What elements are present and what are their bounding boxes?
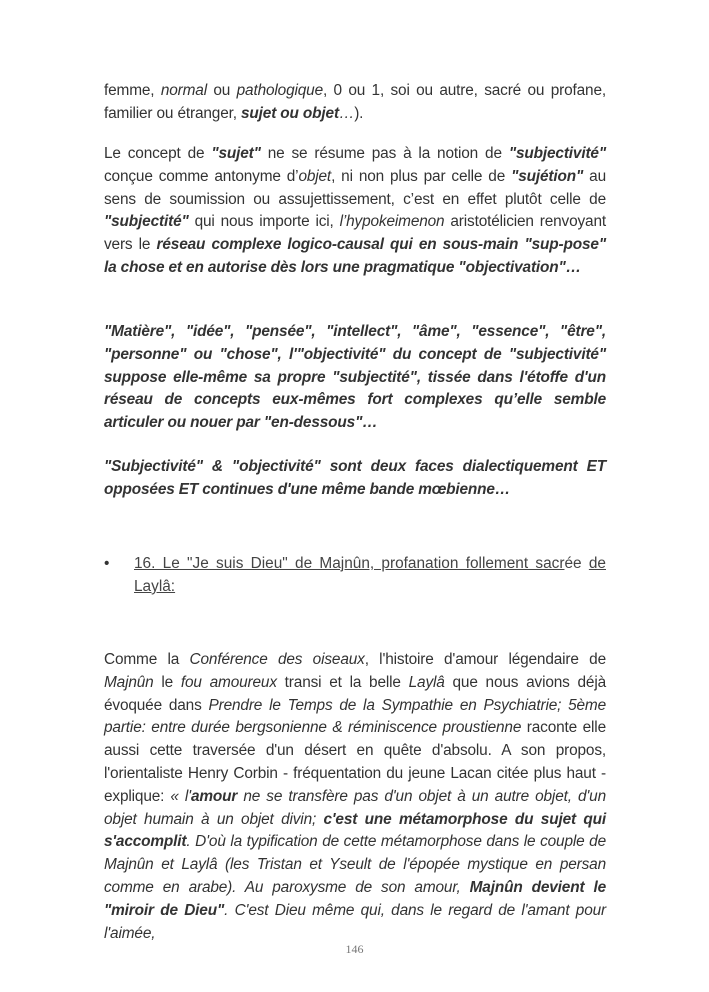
text-run: qui nous importe ici, (188, 213, 340, 231)
text-run: "Matière", "idée", "pensée", "intellect", "âme", "essence", "être", "personne" ou "chose", l'"objectivité" du concept de "subjectivité" suppose elle-même sa propre "subjectité", tissée dans l'étoffe d'un réseau de concepts eux-mêmes fort complexes qu’elle semble articuler ou nouer par "en-dessous"… (104, 323, 606, 432)
text-run: réseau complexe logico-causal qui en sous-main "sup-pose" la chose et en autorise dès lors une pragmatique "objectivation"… (104, 236, 606, 276)
text-run: Prendre le Temps de la Sympathie en Psychiatrie; 5ème partie: entre durée bergsonienne & réminiscence proustienne (104, 696, 607, 737)
text-run: transi et la belle (276, 673, 409, 691)
text-run: … (338, 104, 355, 122)
section-heading (104, 553, 606, 599)
paragraph-1 (104, 80, 606, 126)
text-run: , 0 ou 1, soi ou autre, sacré ou profane, familier ou étranger, (104, 82, 606, 122)
text-run: Conférence des oiseaux (189, 651, 365, 668)
text-run: "subjectité" (104, 213, 189, 231)
text-run: Laylâ (408, 673, 445, 691)
heading-link-text[interactable]: 16. Le "Je suis Dieu" de Majnûn, profanation follement sacr (134, 555, 565, 572)
heading-link-text-2[interactable]: de Laylâ: (134, 555, 606, 595)
text-run: que nous avions déjà évoquée dans (104, 673, 607, 714)
text-run: Le concept de (104, 145, 212, 162)
text-run: pathologique (236, 82, 323, 99)
text-run: fou amoureux (180, 673, 277, 691)
text-run: "subjectivité" (508, 145, 606, 162)
text-run: Majnûn devient le "miroir de Dieu" (104, 878, 606, 919)
text-run: c'est une métamorphose du sujet qui s'accomplit (104, 810, 606, 851)
text-run: Comme la (104, 651, 190, 668)
text-run: ). (354, 104, 364, 122)
text-run: « l' (170, 787, 191, 805)
paragraph-3 (104, 321, 606, 435)
text-run: le (153, 673, 181, 691)
text-run: "sujétion" (511, 167, 584, 185)
text-run: ne se transfère pas d'un objet à un autre objet, d'un objet humain à un objet divin; (104, 787, 606, 828)
text-run: ne se résume pas à la notion de (260, 145, 509, 162)
paragraph-5 (104, 649, 606, 945)
text-run: objet (298, 167, 332, 185)
text-run: raconte elle aussi cette traversée d'un désert en quête d'absolu. A son propos, l'orientaliste Henry Corbin - fréquentation du jeune Lacan citée plus haut - explique: (104, 719, 606, 805)
paragraph-2 (104, 143, 606, 280)
text-run: l’hypokeimenon (339, 213, 445, 231)
text-run: amour (190, 787, 238, 805)
text-run: "sujet" (211, 145, 261, 162)
text-run: conçue comme antonyme d’ (104, 167, 299, 185)
bullet-icon: • (104, 555, 110, 572)
text-run: Majnûn (104, 673, 154, 691)
text-run: femme, (104, 82, 161, 99)
text-run: , ni non plus par celle de (331, 167, 512, 185)
text-run: . C'est Dieu même qui, dans le regard de l'amant pour l'aimée, (104, 901, 607, 942)
text-run: aristotélicien renvoyant vers le (104, 213, 606, 254)
text-run: "Subjectivité" & "objectivité" sont deux faces dialectiquement ET opposées ET continues d'une même bande mœbienne… (104, 458, 606, 498)
text-run: normal (160, 82, 207, 99)
text-run: sujet ou objet (241, 104, 339, 122)
text-run: ou (206, 82, 237, 99)
paragraph-4 (104, 456, 606, 502)
text-run: au sens de soumission ou assujettissement, c’est en effet plutôt celle de (104, 167, 606, 208)
heading-text-rest: ée (564, 555, 582, 572)
text-run: . D'où la typification de cette métamorphose dans le couple de Majnûn et Laylâ (les Tristan et Yseult de l'épopée mystique en persan comme en arabe). Au paroxysme de son amour, (104, 833, 606, 896)
page-number: 146 (345, 942, 364, 956)
text-run: , l'histoire d'amour légendaire de (364, 651, 606, 668)
